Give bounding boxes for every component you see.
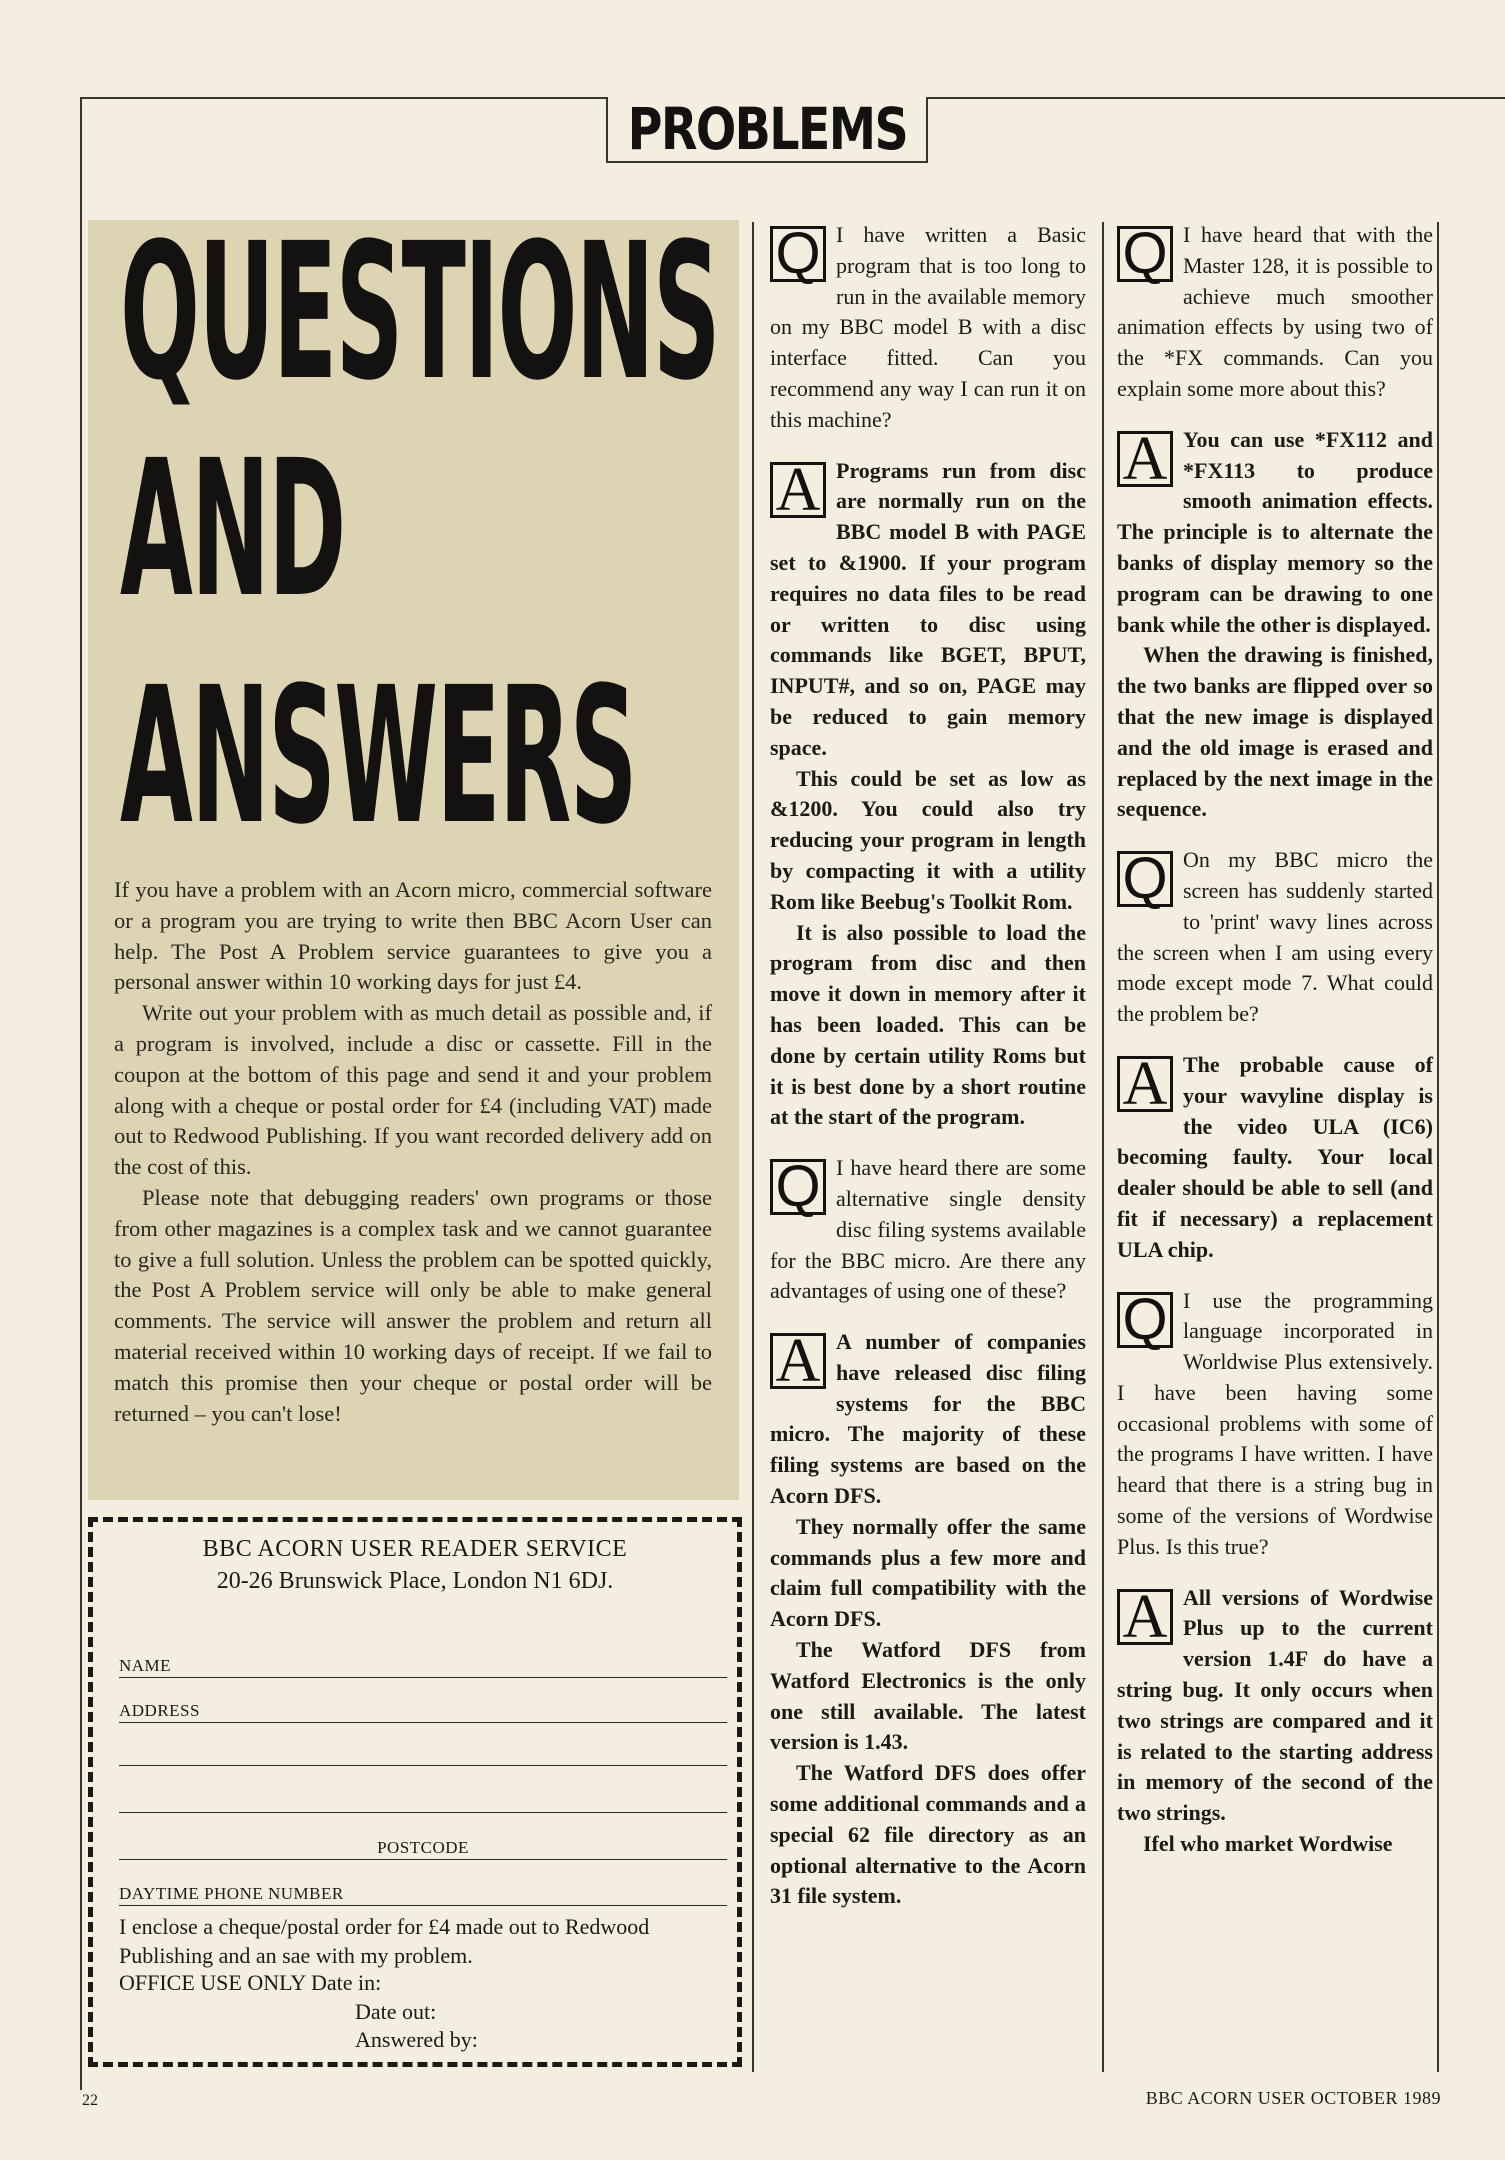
- title-line-answers: ANSWERS: [120, 646, 636, 866]
- page-number: 22: [82, 2092, 98, 2109]
- question-block: [1117, 845, 1433, 1030]
- answer-dropcap: A: [770, 1333, 826, 1389]
- question-dropcap: Q: [1117, 1292, 1173, 1348]
- column-divider: [752, 222, 754, 2072]
- answer-dropcap: A: [1117, 431, 1173, 487]
- question-text: I use the programming language incorporated in Worldwise Plus extensively. I have been having some occasional problems with some of the programs I have written. I have heard that there is a string bug in some of the versions of Wordwise Plus. Is this true?: [1117, 1287, 1433, 1559]
- answer-text: The Watford DFS does offer some additional commands and a special 62 file directory as an optional alternative to the Acorn 31 file system.: [770, 1760, 1086, 1909]
- answer-block: [1117, 425, 1433, 825]
- section-title: PROBLEMS: [627, 95, 907, 163]
- answer-block: [1117, 1583, 1433, 1860]
- answer-block: [1117, 1050, 1433, 1266]
- answer-text: All versions of Wordwise Plus up to the current version 1.4F do have a string bug. It only occurs when two strings are compared and it is related to the starting address in memory of the second of the two strings.: [1117, 1584, 1433, 1826]
- intro-paragraph: Please note that debugging readers' own programs or those from other magazines is a complex task and we cannot guarantee to give a full solution. Unless the problem can be spotted quickly, the Post A Problem service will only be able to make general comments. The service will answer the problem and return all material received within 10 working days of receipt. If we fail to match this promise then your cheque or postal order will be returned – you can't lose!: [114, 1184, 712, 1426]
- section-header: [606, 97, 928, 163]
- coupon-title: BBC ACORN USER READER SERVICE: [202, 1536, 628, 1562]
- question-block: [1117, 1286, 1433, 1563]
- question-block: [770, 1153, 1086, 1307]
- question-text: On my BBC micro the screen has suddenly started to 'print' wavy lines across the screen when I am using every mode except mode 7. What could the problem be?: [1117, 847, 1433, 1027]
- answer-text: This could be set as low as &1200. You could also try reducing your program in length by compacting it with a utility Rom like Beebug's Toolkit Rom.: [770, 765, 1086, 914]
- publication-footer: BBC ACORN USER OCTOBER 1989: [1145, 2088, 1441, 2108]
- answer-text: It is also possible to load the program from disc and then move it down in memory after it has been loaded. This can be done by certain utility Roms but it is best done by a short routine at the start of the program.: [770, 919, 1086, 1130]
- answer-text: You can use *FX112 and *FX113 to produce smooth animation effects. The principle is to alternate the banks of display memory so the program can be drawing to one bank while the other is displayed.: [1117, 426, 1433, 637]
- question-dropcap: Q: [770, 1159, 826, 1215]
- title-line-questions: QUESTIONS: [120, 202, 719, 422]
- name-field[interactable]: [119, 1656, 727, 1678]
- answer-dropcap: A: [1117, 1589, 1173, 1645]
- answer-text: The Watford DFS from Watford Electronics is the only one still available. The latest version is 1.43.: [770, 1637, 1086, 1755]
- qa-column-middle: [770, 220, 1086, 1932]
- enclose-statement: I enclose a cheque/postal order for £4 made out to Redwood Publishing and an sae with my problem.: [119, 1914, 650, 1968]
- reader-service-coupon: [88, 1517, 742, 2067]
- name-label: NAME: [119, 1656, 172, 1675]
- phone-field[interactable]: [119, 1884, 727, 1906]
- column-divider: [1437, 222, 1439, 2072]
- office-use-label: OFFICE USE ONLY Date in:: [119, 1970, 382, 1995]
- address-label: ADDRESS: [119, 1701, 200, 1720]
- question-text: I have written a Basic program that is too long to run in the available memory on my BBC model B with a disc interface fitted. Can you recommend any way I can run it on this machine?: [770, 222, 1086, 432]
- address-line-3[interactable]: [119, 1812, 727, 1813]
- question-dropcap: Q: [1117, 226, 1173, 282]
- answer-block: [770, 1327, 1086, 1912]
- title-line-and: AND: [120, 419, 345, 639]
- question-text: I have heard that with the Master 128, it is possible to achieve much smoother animation effects by using two of the *FX commands. Can you explain some more about this?: [1117, 222, 1433, 401]
- answer-dropcap: A: [770, 462, 826, 518]
- qa-column-right: [1117, 220, 1433, 1880]
- answer-text: A number of companies have released disc filing systems for the BBC micro. The majority of these filing systems are based on the Acorn DFS.: [770, 1329, 1086, 1509]
- question-block: [1117, 220, 1433, 405]
- question-dropcap: Q: [1117, 851, 1173, 907]
- answer-text: Programs run from disc are normally run on the BBC model B with PAGE set to &1900. If your program requires no data files to be read or written to disc using commands like BGET, BPUT, INPUT#, and so on, PAGE may be reduced to gain memory space.: [770, 457, 1086, 760]
- left-rule: [80, 97, 82, 2090]
- postcode-field[interactable]: [119, 1838, 727, 1860]
- answer-text: When the drawing is finished, the two banks are flipped over so that the new image is displayed and the old image is erased and replaced by the next image in the sequence.: [1117, 642, 1433, 822]
- answer-text: They normally offer the same commands plus a few more and claim full compatibility with the Acorn DFS.: [770, 1513, 1086, 1632]
- question-text: I have heard there are some alternative single density disc filing systems available for the BBC micro. Are there any advantages of using one of these?: [770, 1155, 1086, 1304]
- answered-by-label: Answered by:: [355, 2027, 478, 2052]
- postcode-label: POSTCODE: [377, 1838, 469, 1857]
- column-divider: [1102, 222, 1104, 2072]
- intro-paragraph: If you have a problem with an Acorn micro, commercial software or a program you are trying to write then BBC Acorn User can help. The Post A Problem service guarantees to give you a personal answer within 10 working days for just £4.: [114, 877, 712, 995]
- answer-text: The probable cause of your wavyline display is the video ULA (IC6) becoming faulty. Your local dealer should be able to sell (and fit if necessary) a replacement ULA chip.: [1117, 1051, 1433, 1262]
- address-line-2[interactable]: [119, 1765, 727, 1766]
- question-block: [770, 220, 1086, 436]
- intro-text: [114, 875, 712, 1429]
- date-out-label: Date out:: [355, 1999, 437, 2024]
- answer-dropcap: A: [1117, 1056, 1173, 1112]
- phone-label: DAYTIME PHONE NUMBER: [119, 1884, 344, 1903]
- answer-text: Ifel who market Wordwise: [1143, 1831, 1393, 1857]
- intro-paragraph: Write out your problem with as much detail as possible and, if a program is involved, include a disc or cassette. Fill in the coupon at the bottom of this page and send it and your problem along with a cheque or postal order for £4 (including VAT) made out to Redwood Publishing. If you want recorded delivery add on the cost of this.: [114, 1000, 712, 1180]
- answer-block: [770, 456, 1086, 1134]
- address-field[interactable]: [119, 1701, 727, 1723]
- coupon-address: 20-26 Brunswick Place, London N1 6DJ.: [216, 1568, 614, 1594]
- question-dropcap: Q: [770, 226, 826, 282]
